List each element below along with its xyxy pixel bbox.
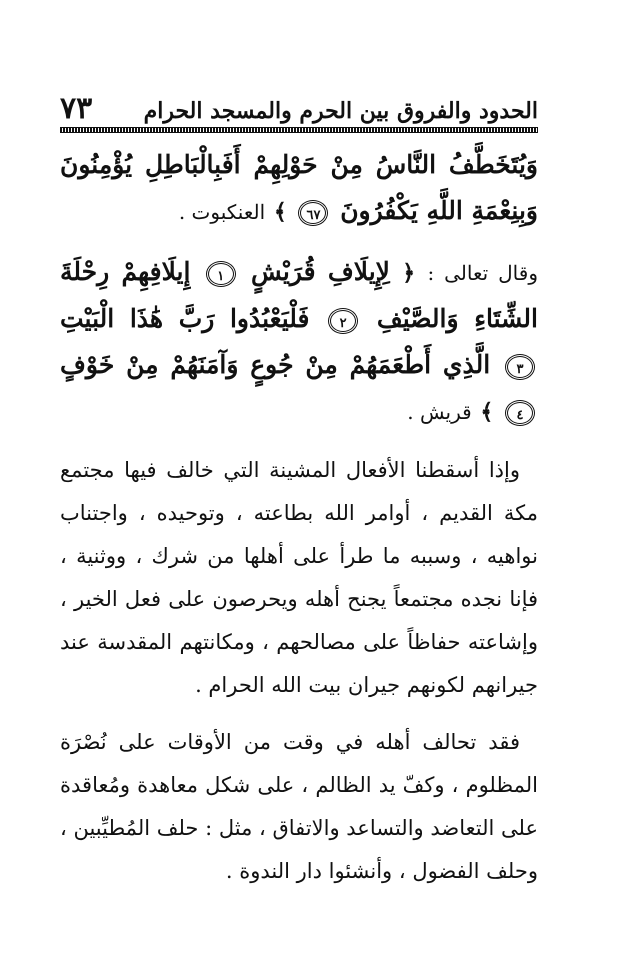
- quran-bracket-close: ﴾: [273, 199, 287, 225]
- paragraph: فقد تحالف أهله في وقت من الأوقات على نُصْرَة المظلوم ، وكفّ يد الظالم ، على شكل معاهدة ومُعاقدة على التعاضد والتساعد والاتفاق ، مثل : حلف المُطيِّبين ، وحلف الفضول ، وأنشئوا دار الندوة .: [60, 730, 538, 883]
- verse-text: [60, 249, 538, 435]
- verse-quraysh: [60, 249, 538, 435]
- verse-text: [60, 142, 538, 235]
- spacer: [60, 435, 538, 449]
- ayah-number-marker: ٦٧: [298, 200, 328, 226]
- spacer: [60, 707, 538, 721]
- quran-bracket-open: ﴿: [402, 260, 416, 286]
- paragraph: وإذا أسقطنا الأفعال المشينة التي خالف فيها مجتمع مكة القديم ، أوامر الله بطاعته ، وتوحيده ، واجتناب نواهيه ، وسببه ما طرأ على أهلها من شرك ، ووثنية ، فإنا نجده مجتمعاً يجنح أهله ويحرصون على فعل الخير ، وإشاعته حفاظاً على مصالحهم ، ومكانتهم المقدسة عند جيرانهم لكونهم جيران بيت الله الحرام .: [60, 458, 538, 697]
- verse-line-2: يَكْفُرُونَ: [340, 196, 418, 225]
- verse-line-1: وَيُتَخَطَّفُ النَّاسُ مِنْ حَوْلِهِمْ أَفَبِالْبَاطِلِ يُؤْمِنُونَ وَبِنِعْمَةِ اللَّهِ: [60, 150, 538, 225]
- page-header: [60, 88, 538, 124]
- spacer: [60, 235, 538, 249]
- verse-ankabut: [60, 142, 538, 235]
- ayah-4: الَّذِي أَطْعَمَهُمْ مِنْ جُوعٍ وَآمَنَهُمْ مِنْ خَوْفٍ: [60, 350, 491, 379]
- ayah-number-marker: ١: [206, 261, 236, 287]
- surah-reference: العنكبوت .: [178, 200, 266, 224]
- page-number: ٧٣: [60, 91, 93, 126]
- page-content: [60, 142, 538, 893]
- ayah-3: فَلْيَعْبُدُوا رَبَّ هَٰذَا الْبَيْتِ: [60, 304, 310, 333]
- body-text: [60, 449, 538, 893]
- quran-bracket-close: ﴾: [480, 399, 494, 425]
- running-title: الحدود والفروق بين الحرم والمسجد الحرام: [143, 98, 538, 124]
- ayah-1: لِإِيلَافِ قُرَيْشٍ: [251, 257, 390, 286]
- ayah-2: إِيلَافِهِمْ رِحْلَةَ الشِّتَاءِ وَالصَّيْفِ: [60, 257, 538, 333]
- ayah-number-marker: ٢: [328, 308, 358, 334]
- ayah-number-marker: ٣: [505, 354, 535, 380]
- verse-intro: وقال تعالى :: [427, 261, 538, 285]
- ayah-number-marker: ٤: [505, 400, 535, 426]
- surah-reference: قريش .: [407, 400, 472, 424]
- header-rule: [60, 127, 538, 133]
